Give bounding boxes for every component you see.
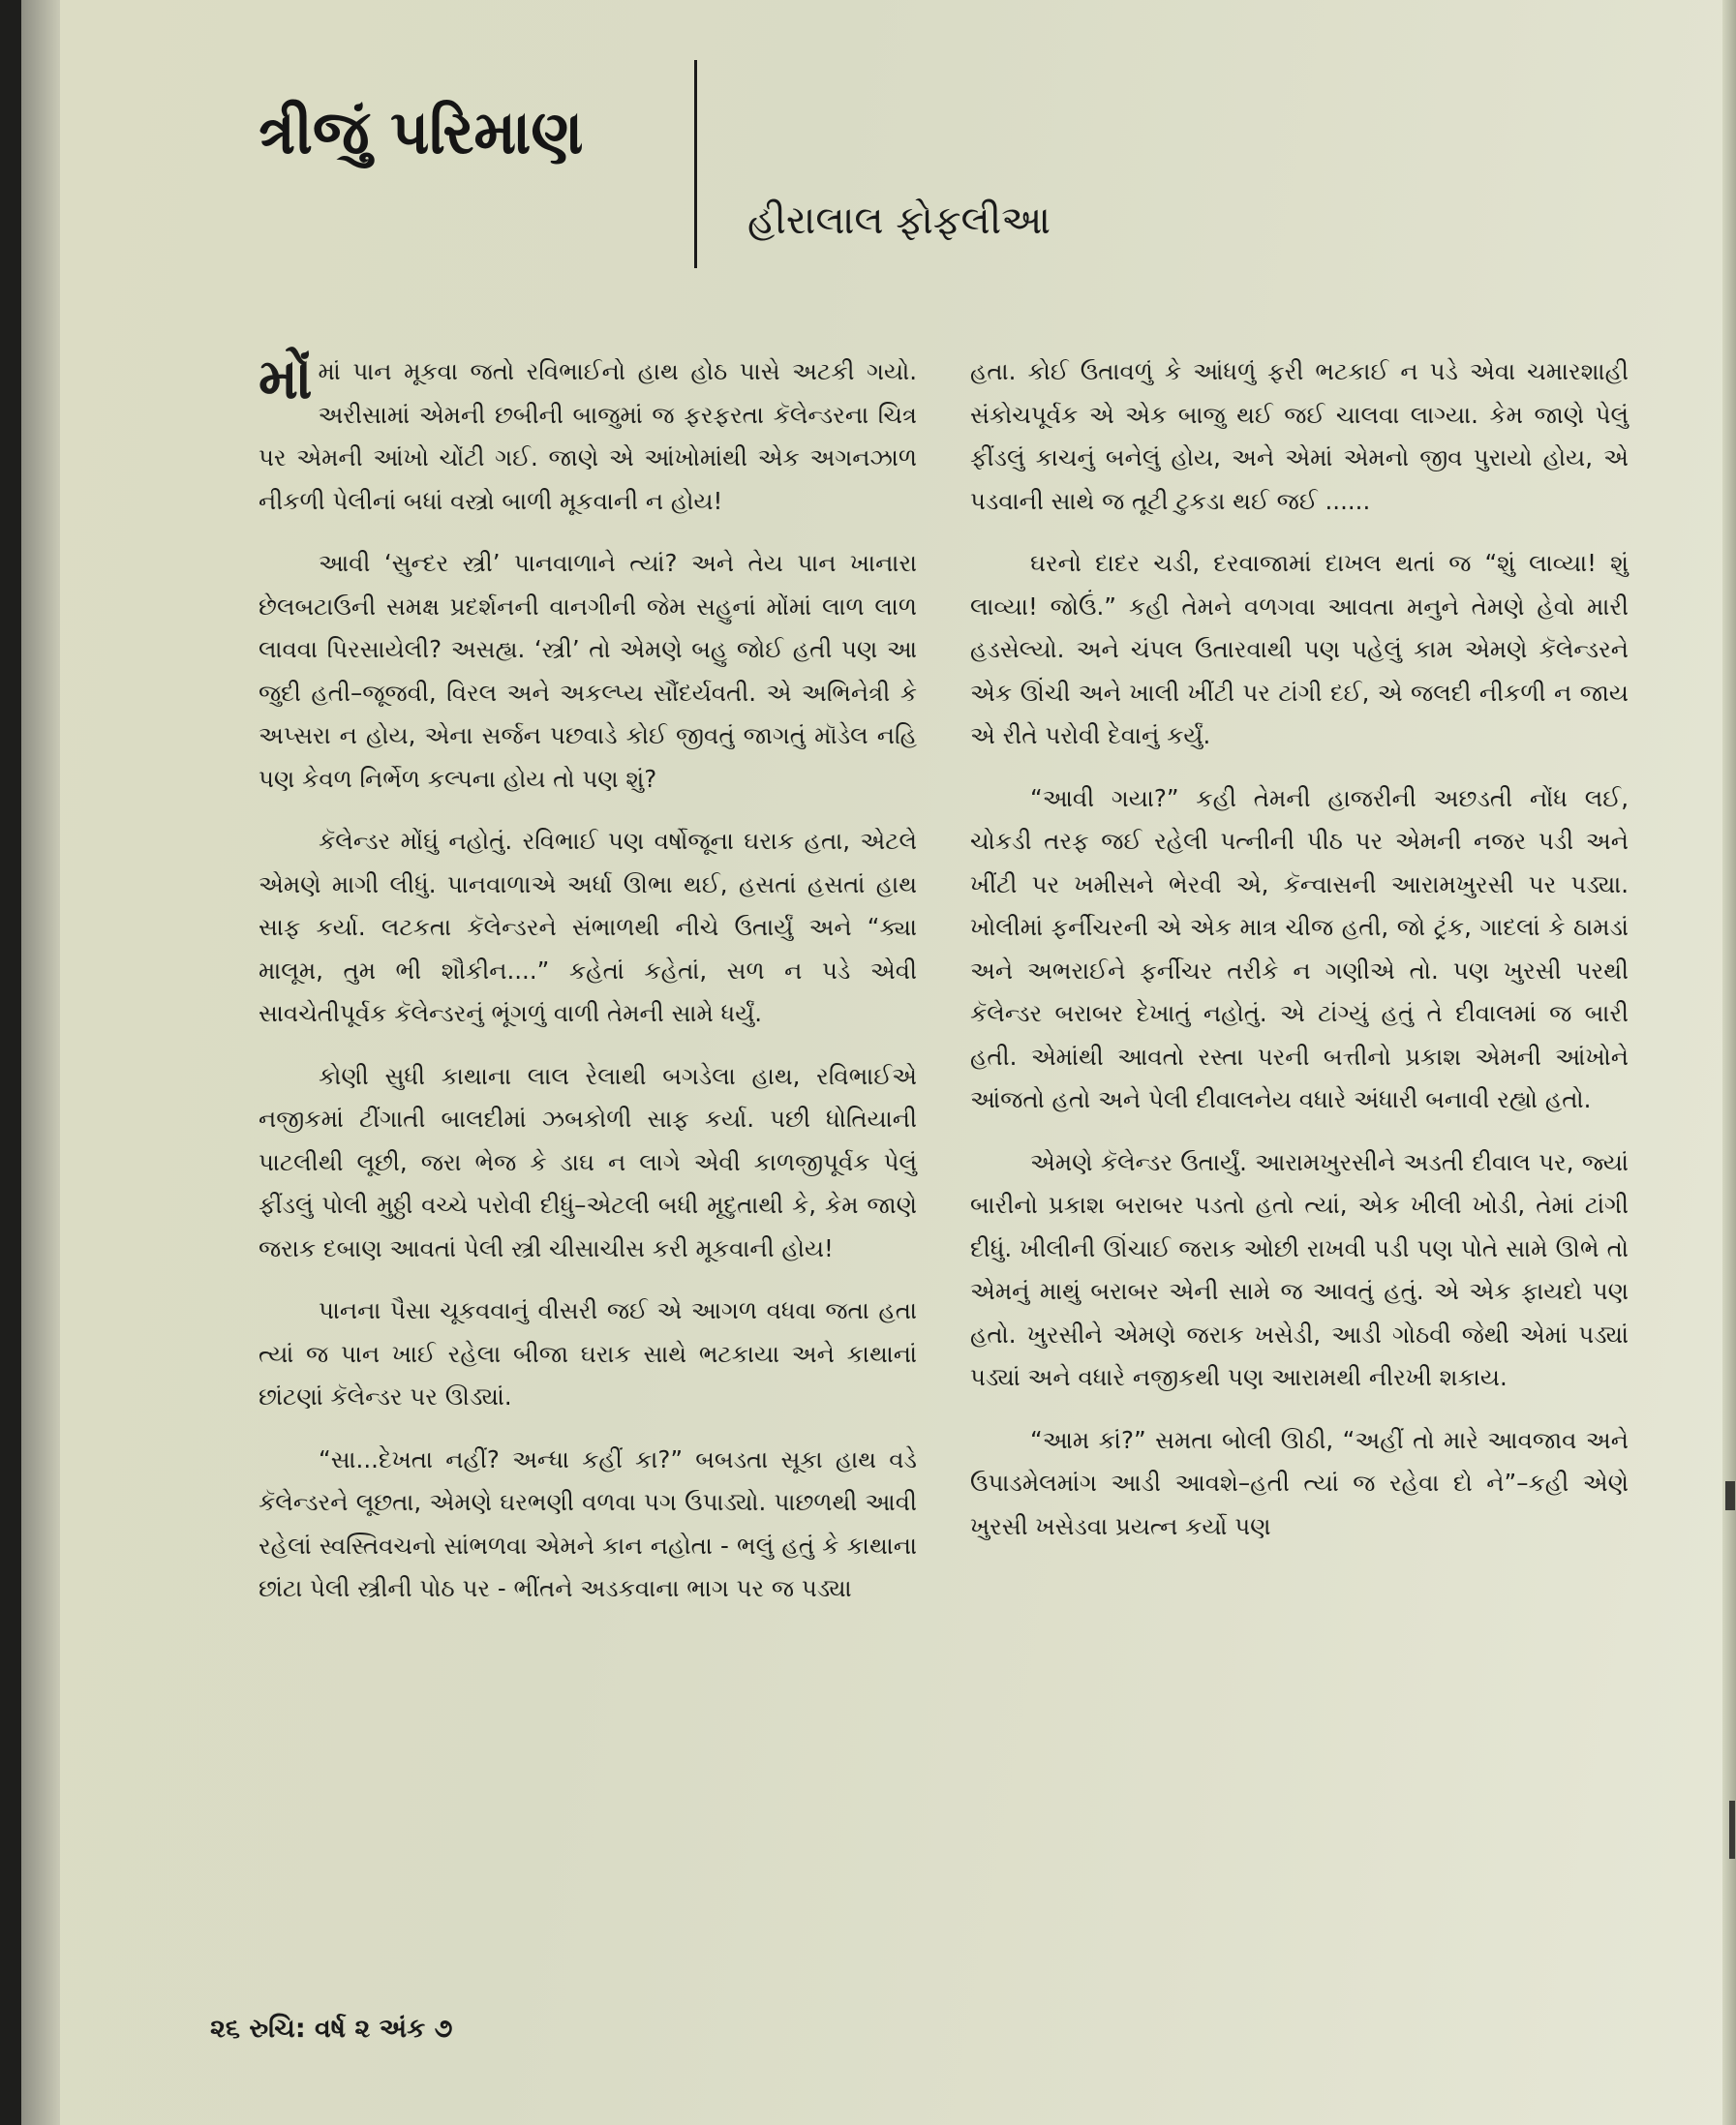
paragraph bbox=[259, 346, 917, 523]
paragraph: “આમ કાં?” સમતા બોલી ઊઠી, “અહીં તો મારે આવજાવ અને ઉપાડમેલમાંગ આડી આવશે–હતી ત્યાં જ રહેવા દો ને”–કહી એણે ખુરસી ખસેડવા પ્રયત્ન કર્યો પણ bbox=[970, 1425, 1629, 1540]
right-text-column bbox=[970, 350, 1629, 1567]
paragraph: હતા. કોઈ ઉતાવળું કે આંધળું ફરી ભટકાઈ ન પડે એવા ચમારશાહી સંકોચપૂર્વક એ એક બાજુ થઈ જઈ ચાલવા લાગ્યા. કેમ જાણે પેલું ફીંડલું કાચનું બનેલું હોય, અને એમાં એમનો જીવ પુરાયો હોય, એ પડવાની સાથે જ તૂટી ટુકડા થઈ જઈ ...... bbox=[970, 357, 1629, 515]
page-footer: ૨૬ રુચિ: વર્ષ ૨ અંક ૭ bbox=[210, 2014, 453, 2044]
page-binding-edge bbox=[21, 0, 60, 2125]
paragraph: “આવી ગયા?” કહી તેમની હાજરીની અછડતી નોંધ લઈ, ચોકડી તરફ જઈ રહેલી પત્નીની પીઠ પર એમની નજર પડી અને ખીંટી પર ખમીસને ભેરવી એ, કૅન્વાસની આરામખુરસી પર પડ્યા. ખોલીમાં ફર્નીચરની એ એક માત્ર ચીજ હતી, જો ટ્રંક, ગાદલાં કે ઠામડાં અને અભરાઈને ફર્નીચર તરીકે ન ગણીએ તો. પણ ખુરસી પરથી કૅલેન્ડર બરાબર દેખાતું નહોતું. એ ટાંગ્યું હતું તે દીવાલમાં જ બારી હતી. એમાંથી આવતો રસ્તા પરની બત્તીનો પ્રકાશ એમની આંખોને આંજતો હતો અને પેલી દીવાલનેય વધારે અંધારી બનાવી રહ્યો હતો. bbox=[970, 783, 1629, 1113]
magazine-page bbox=[21, 0, 1736, 2125]
paragraph: એમણે કૅલેન્ડર ઉતાર્યું. આરામખુરસીને અડતી દીવાલ પર, જ્યાં બારીનો પ્રકાશ બરાબર પડતો હતો ત્યાં, એક ખીલી ખોડી, તેમાં ટાંગી દીધું. ખીલીની ઊંચાઈ જરાક ઓછી રાખવી પડી પણ પોતે સામે ઊભે તો એમનું માથું બરાબર એની સામે જ આવતું હતું. એ એક ફાયદો પણ હતો. ખુરસીને એમણે જરાક ખસેડી, આડી ગોઠવી જેથી એમાં પડ્યાં પડ્યાં અને વધારે નજીકથી પણ આરામથી નીરખી શકાય. bbox=[970, 1147, 1629, 1391]
paragraph: આવી ‘સુન્દર સ્ત્રી’ પાનવાળાને ત્યાં? અને તેય પાન ખાનારા છેલબટાઉની સમક્ષ પ્રદર્શનની વાનગીની જેમ સહુનાં મોંમાં લાળ લાળ લાવવા પિરસાયેલી? અસહ્ય. ‘સ્ત્રી’ તો એમણે બહુ જોઈ હતી પણ આ જુદી હતી–જૂજવી, વિરલ અને અકલ્પ્ય સૌંદર્યવતી. એ અભિનેત્રી કે અપ્સરા ન હોય, એના સર્જન પછવાડે કોઈ જીવતું જાગતું મૉડેલ નહિ પણ કેવળ નિર્ભેળ કલ્પના હોય તો પણ શું? bbox=[259, 549, 917, 793]
page-clip-mark bbox=[1725, 1481, 1735, 1510]
drop-cap: મોં bbox=[259, 346, 313, 411]
page-clip-mark bbox=[1729, 1801, 1735, 1859]
paragraph: કૅલેન્ડર મોંઘું નહોતું. રવિભાઈ પણ વર્ષોજૂના ઘરાક હતા, એટલે એમણે માગી લીધું. પાનવાળાએ અર્ધા ઊભા થઈ, હસતાં હસતાં હાથ સાફ કર્યા. લટકતા કૅલેન્ડરને સંભાળથી નીચે ઉતાર્યું અને “ક્યા માલૂમ, તુમ ભી શૌકીન....” કહેતાં કહેતાં, સળ ન પડે એવી સાવચેતીપૂર્વક કૅલેન્ડરનું ભૂંગળું વાળી તેમની સામે ધર્યું. bbox=[259, 827, 917, 1027]
paragraph: ઘરનો દાદર ચડી, દરવાજામાં દાખલ થતાં જ “શું લાવ્યા! શું લાવ્યા! જોઉં.” કહી તેમને વળગવા આવતા મનુને તેમણે હેવો મારી હડસેલ્યો. અને ચંપલ ઉતારવાથી પણ પહેલું કામ એમણે કૅલેન્ડરને એક ઊંચી અને ખાલી ખીંટી પર ટાંગી દઈ, એ જલદી નીકળી ન જાય એ રીતે પરોવી દેવાનું કર્યું. bbox=[970, 549, 1629, 749]
paragraph: “સા...દેખતા નહીં? અન્ધા કહીં કા?” બબડતા સૂકા હાથ વડે કૅલેન્ડરને લૂછતા, એમણે ઘરભણી વળવા પગ ઉપાડ્યો. પાછળથી આવી રહેલાં સ્વસ્તિવચનો સાંભળવા એમને કાન નહોતા - ભલું હતું કે કાથાના છાંટા પેલી સ્ત્રીની પોઠ પર - ભીંતને અડકવાના ભાગ પર જ પડ્યા bbox=[259, 1444, 917, 1602]
paragraph: કોણી સુધી કાથાના લાલ રેલાથી બગડેલા હાથ, રવિભાઈએ નજીકમાં ટીંગાતી બાલદીમાં ઝબકોળી સાફ કર્યા. પછી ધોતિયાની પાટલીથી લૂછી, જરા ભેજ કે ડાઘ ન લાગે એવી કાળજીપૂર્વક પેલું ફીંડલું પોલી મુઠ્ઠી વચ્ચે પરોવી દીધું–એટલી બધી મૃદુતાથી કે, કેમ જાણે જરાક દબાણ આવતાં પેલી સ્ત્રી ચીસાચીસ કરી મૂકવાની હોય! bbox=[259, 1061, 917, 1262]
article-author: હીરાલાલ ફોફલીઆ bbox=[747, 198, 1051, 243]
left-text-column bbox=[259, 346, 917, 1630]
paragraph-text: માં પાન મૂકવા જતો રવિભાઈનો હાથ હોઠ પાસે અટકી ગયો. અરીસામાં એમની છબીની બાજુમાં જ ફરફરતા કૅલેન્ડરના ચિત્ર પર એમની આંખો ચોંટી ગઈ. જાણે એ આંખોમાંથી એક અગનઝાળ નીકળી પેલીનાં બધાં વસ્ત્રો બાળી મૂકવાની ન હોય! bbox=[259, 357, 917, 515]
paragraph: પાનના પૈસા ચૂકવવાનું વીસરી જઈ એ આગળ વધવા જતા હતા ત્યાં જ પાન ખાઈ રહેલા બીજા ઘરાક સાથે ભટકાયા અને કાથાનાં છાંટણાં કૅલેન્ડર પર ઊડ્યાં. bbox=[259, 1296, 917, 1411]
article-title: ત્રીજું પરિમાણ bbox=[259, 97, 584, 167]
title-divider bbox=[694, 60, 697, 268]
